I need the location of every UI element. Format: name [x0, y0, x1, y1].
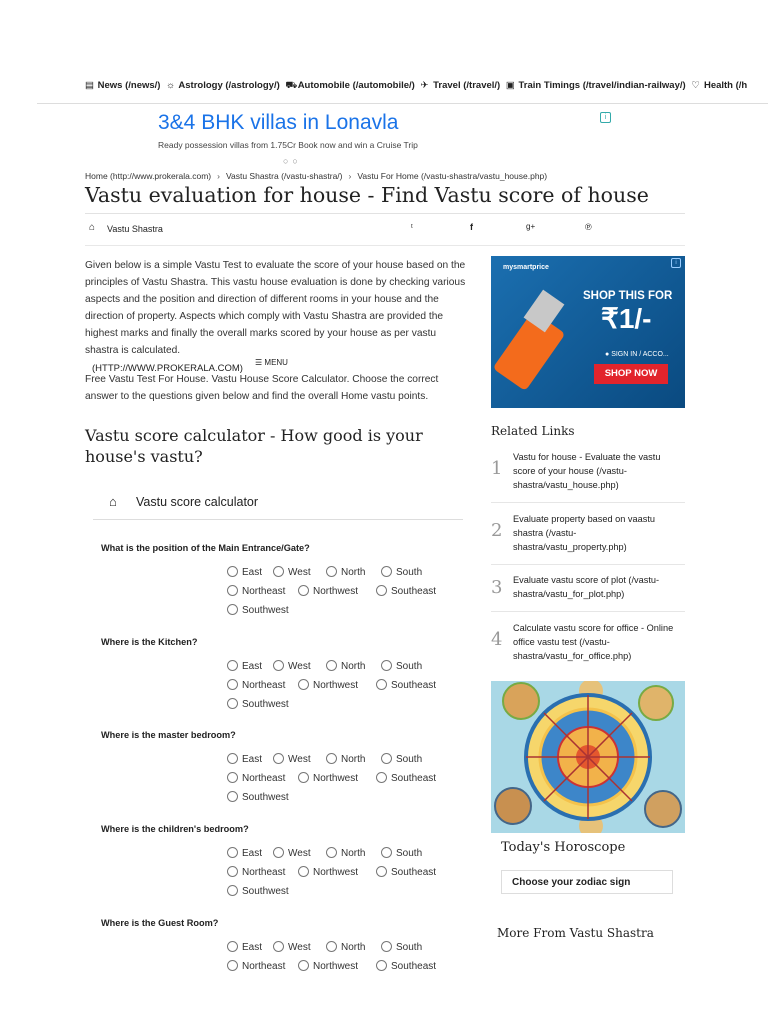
radio-button[interactable] [298, 960, 309, 971]
radio-button[interactable] [376, 679, 387, 690]
category-share-row [85, 222, 685, 240]
radio-button[interactable] [273, 941, 284, 952]
radio-button[interactable] [227, 679, 238, 690]
radio-button[interactable] [227, 885, 238, 896]
breadcrumb-vastu[interactable]: Vastu Shastra (/vastu-shastra/) [225, 171, 343, 181]
option-east[interactable]: East [227, 566, 262, 578]
title-divider [85, 213, 685, 214]
option-northwest[interactable]: Northwest [298, 772, 358, 784]
home-icon: ⌂ [89, 222, 96, 233]
related-link-number: 4 [491, 629, 503, 650]
radio-button[interactable] [227, 585, 238, 596]
radio-button[interactable] [298, 866, 309, 877]
option-west[interactable]: West [273, 941, 311, 953]
option-southeast[interactable]: Southeast [376, 772, 436, 784]
radio-button[interactable] [381, 753, 392, 764]
related-link-text[interactable]: Vastu for house - Evaluate the vastu score of your house (/vastu-shastra/vastu_house.php) [513, 452, 661, 490]
calculator-header [93, 489, 463, 520]
option-north[interactable]: North [326, 566, 365, 578]
related-link-item[interactable] [491, 450, 685, 508]
radio-button[interactable] [273, 660, 284, 671]
zodiac-wheel-icon [491, 681, 685, 833]
radio-button[interactable] [326, 753, 337, 764]
radio-button[interactable] [298, 772, 309, 783]
twitter-icon[interactable]: ᵗ [411, 222, 413, 232]
related-links-title: Related Links [491, 424, 575, 438]
option-southwest[interactable]: Southwest [227, 791, 289, 803]
stethoscope-icon: ♡ [691, 80, 700, 91]
radio-button[interactable] [227, 698, 238, 709]
option-southwest[interactable]: Southwest [227, 604, 289, 616]
radio-button[interactable] [227, 941, 238, 952]
option-southwest[interactable]: Southwest [227, 885, 289, 897]
nav-item-automobile[interactable]: ⛟ Automobile (/automobile/) [285, 80, 415, 91]
home-icon: ⌂ [109, 494, 117, 509]
breadcrumb-current[interactable]: Vastu For Home (/vastu-shastra/vastu_house.php) [357, 171, 548, 181]
ad-banner-subtitle[interactable]: Ready possession villas from 1.75Cr Book now and win a Cruise Trip [158, 140, 418, 150]
related-divider [491, 611, 685, 612]
radio-button[interactable] [326, 941, 337, 952]
hamburger-icon: ☰ [255, 358, 263, 367]
ad-brand: mysmartprice [503, 264, 549, 271]
related-link-number: 3 [491, 577, 503, 598]
option-west[interactable]: West [273, 566, 311, 578]
ad-carousel-dots[interactable]: ○○ [283, 156, 302, 166]
radio-button[interactable] [227, 566, 238, 577]
option-southeast[interactable]: Southeast [376, 866, 436, 878]
option-east[interactable]: East [227, 753, 262, 765]
ad-headline: SHOP THIS FOR [583, 290, 673, 302]
facebook-icon[interactable]: f [470, 222, 473, 232]
ad-info-icon[interactable]: i [600, 112, 611, 123]
radio-button[interactable] [273, 753, 284, 764]
radio-button[interactable] [227, 960, 238, 971]
ad-price: ₹1/- [601, 303, 652, 334]
question-label: Where is the master bedroom? [101, 730, 236, 740]
plane-icon: ✈ [420, 80, 429, 91]
chevron-right-icon: › [348, 171, 352, 181]
chevron-right-icon: › [217, 171, 220, 181]
option-north[interactable]: North [326, 660, 365, 672]
radio-button[interactable] [227, 847, 238, 858]
ad-signin[interactable]: ● SIGN IN / ACCO... [605, 351, 669, 358]
radio-button[interactable] [273, 566, 284, 577]
related-link-text[interactable]: Evaluate vastu score of plot (/vastu-shastra/vastu_for_plot.php) [513, 575, 660, 599]
breadcrumb [85, 171, 547, 181]
option-west[interactable]: West [273, 847, 311, 859]
menu-button[interactable]: ☰ MENU [255, 358, 288, 367]
radio-button[interactable] [227, 772, 238, 783]
radio-button[interactable] [227, 866, 238, 877]
nav-divider [37, 103, 768, 104]
ad-banner-title[interactable]: 3&4 BHK villas in Lonavla [158, 111, 399, 134]
option-south[interactable]: South [381, 847, 422, 859]
related-divider [491, 502, 685, 503]
nav-item-astrology[interactable]: ☼ Astrology (/astrology/) [166, 80, 280, 91]
option-south[interactable]: South [381, 566, 422, 578]
radio-button[interactable] [273, 847, 284, 858]
sidebar-ad[interactable] [491, 256, 685, 408]
option-south[interactable]: South [381, 753, 422, 765]
option-southeast[interactable]: Southeast [376, 679, 436, 691]
option-southeast[interactable]: Southeast [376, 585, 436, 597]
radio-button[interactable] [326, 847, 337, 858]
option-southwest[interactable]: Southwest [227, 698, 289, 710]
car-icon: ⛟ [285, 80, 298, 91]
radio-button[interactable] [376, 772, 387, 783]
related-link-text[interactable]: Calculate vastu score for office - Online office vastu test (/vastu-shastra/vastu_for_office.php) [513, 623, 674, 661]
train-icon: ▣ [505, 80, 515, 91]
nav-item-health[interactable]: ♡ Health (/h [691, 80, 748, 91]
newspaper-icon: ▤ [85, 80, 94, 91]
option-north[interactable]: North [326, 847, 365, 859]
category-divider [85, 245, 685, 246]
option-east[interactable]: East [227, 941, 262, 953]
page-title: Vastu evaluation for house - Find Vastu score of house [85, 183, 649, 207]
related-link-item[interactable] [491, 621, 685, 679]
option-northeast[interactable]: Northeast [227, 772, 285, 784]
option-northwest[interactable]: Northwest [298, 679, 358, 691]
radio-button[interactable] [227, 753, 238, 764]
related-divider [491, 564, 685, 565]
option-east[interactable]: East [227, 660, 262, 672]
related-link-item[interactable] [491, 512, 685, 570]
nav-item-train-timings[interactable]: ▣ Train Timings (/travel/indian-railway/) [505, 80, 686, 91]
option-northeast[interactable]: Northeast [227, 585, 285, 597]
radio-button[interactable] [376, 960, 387, 971]
option-northwest[interactable]: Northwest [298, 866, 358, 878]
zodiac-wheel-image[interactable] [491, 681, 685, 833]
radio-button[interactable] [381, 566, 392, 577]
site-url-overlay[interactable]: (HTTP://WWW.PROKERALA.COM) [92, 363, 243, 374]
intro-paragraph: Given below is a simple Vastu Test to evaluate the score of your house based on the principles of Vastu Shastra. This vastu house evaluation is done by checking various aspects and the position and direction of different rooms in your house and the direction of property. Aspects which comply with Vastu Shastra are provided the highest marks and finally the overall marks scored by your house as per vastu shastra is calculated. [85, 260, 466, 356]
option-northeast[interactable]: Northeast [227, 679, 285, 691]
radio-button[interactable] [298, 585, 309, 596]
top-navigation [85, 80, 768, 94]
radio-button[interactable] [227, 660, 238, 671]
question-label: Where is the Kitchen? [101, 637, 198, 647]
user-icon: ● [605, 351, 610, 358]
option-northwest[interactable]: Northwest [298, 960, 358, 972]
ad-info-icon[interactable]: i [671, 258, 681, 268]
question-label: Where is the Guest Room? [101, 918, 219, 928]
question-label: What is the position of the Main Entrance/Gate? [101, 543, 310, 553]
radio-button[interactable] [298, 679, 309, 690]
related-link-number: 1 [491, 458, 503, 479]
related-link-number: 2 [491, 520, 503, 541]
radio-button[interactable] [381, 660, 392, 671]
radio-button[interactable] [227, 791, 238, 802]
option-east[interactable]: East [227, 847, 262, 859]
section-heading: Vastu score calculator - How good is your house's vastu? [85, 426, 423, 466]
google-plus-icon[interactable]: g+ [526, 222, 536, 231]
option-northeast[interactable]: Northeast [227, 960, 285, 972]
radio-button[interactable] [376, 866, 387, 877]
more-from-title: More From Vastu Shastra [497, 926, 654, 940]
option-northeast[interactable]: Northeast [227, 866, 285, 878]
radio-button[interactable] [381, 941, 392, 952]
option-north[interactable]: North [326, 941, 365, 953]
horoscope-title: Today's Horoscope [501, 840, 626, 855]
calculator-title: Vastu score calculator [136, 495, 259, 509]
intro-paragraph-2: Free Vastu Test For House. Vastu House Score Calculator. Choose the correct answer to the questions given below and find the overall Home vastu points. [85, 374, 439, 402]
shop-now-button[interactable]: SHOP NOW [594, 364, 668, 384]
radio-button[interactable] [376, 585, 387, 596]
radio-button[interactable] [227, 604, 238, 615]
radio-button[interactable] [326, 566, 337, 577]
zodiac-select[interactable]: Choose your zodiac sign [501, 870, 673, 894]
option-northwest[interactable]: Northwest [298, 585, 358, 597]
nav-item-travel[interactable]: ✈ Travel (/travel/) [420, 80, 501, 91]
option-southeast[interactable]: Southeast [376, 960, 436, 972]
option-south[interactable]: South [381, 941, 422, 953]
related-link-text[interactable]: Evaluate property based on vaastu shastra (/vastu-shastra/vastu_property.php) [513, 514, 655, 552]
sun-icon: ☼ [166, 80, 175, 91]
option-north[interactable]: North [326, 753, 365, 765]
option-south[interactable]: South [381, 660, 422, 672]
radio-button[interactable] [326, 660, 337, 671]
pinterest-icon[interactable]: ℗ [585, 222, 592, 232]
option-west[interactable]: West [273, 660, 311, 672]
category-link[interactable]: Vastu Shastra [107, 224, 163, 234]
question-label: Where is the children's bedroom? [101, 824, 249, 834]
breadcrumb-home[interactable]: Home (http://www.prokerala.com) [85, 171, 212, 181]
radio-button[interactable] [381, 847, 392, 858]
option-west[interactable]: West [273, 753, 311, 765]
nav-item-news[interactable]: ▤ News (/news/) [85, 80, 161, 91]
